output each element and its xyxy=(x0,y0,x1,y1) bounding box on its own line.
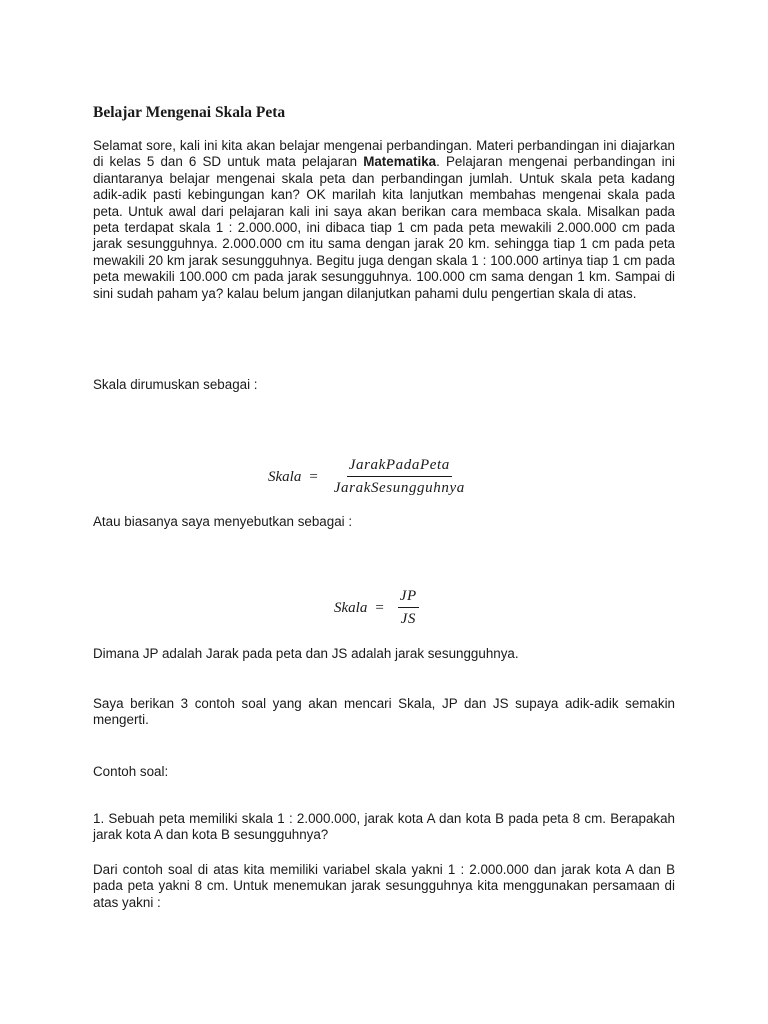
formula2-numerator: JP xyxy=(398,588,419,608)
formula2-equals: = xyxy=(375,599,384,616)
intro-text-start: Selamat sore, kali ini kita akan belajar mengenai perbandingan. Materi perbandingan ini diajarkan di kelas 5 dan 6 SD untuk mata pelajaran xyxy=(93,138,675,170)
formula-intro: Skala dirumuskan sebagai : xyxy=(93,377,258,392)
scale-formula-short xyxy=(334,588,419,628)
document-title: Belajar Mengenai Skala Peta xyxy=(93,104,286,121)
formula-fraction xyxy=(332,457,467,497)
scale-formula xyxy=(268,457,467,497)
formula2-fraction xyxy=(398,588,419,628)
formula2-intro: Atau biasanya saya menyebutkan sebagai : xyxy=(93,514,353,529)
intro-text-end: . Pelajaran mengenai perbandingan ini diantaranya belajar mengenai skala peta dan perbandingan jumlah. Untuk skala peta kadang adik-adik pasti kebingungan kan? OK marilah kita lanjutkan membahas mengenai skala pada peta. Untuk awal dari pelajaran kali ini saya akan berikan cara membaca skala. Misalkan pada peta terdapat skala 1 : 2.000.000, ini dibaca tiap 1 cm pada peta mewakili 2.000.000 cm pada jarak sesungguhnya. 2.000.000 cm itu sama dengan jarak 20 km. sehingga tiap 1 cm pada peta mewakili 20 km jarak sesungguhnya. Begitu juga dengan skala 1 : 100.000 artinya tiap 1 cm pada peta mewakili 100.000 cm pada jarak sesungguhnya. 100.000 cm sama dengan 1 km. Sampai di sini sudah paham ya? kalau belum jangan dilanjutkan pahami dulu pengertian skala di atas. xyxy=(93,154,676,301)
example-1-explanation: Dari contoh soal di atas kita memiliki variabel skala yakni 1 : 2.000.000 dan jarak kota A dan B pada peta yakni 8 cm. Untuk menemukan jarak sesungguhnya kita menggunakan persamaan di atas yakni : xyxy=(93,862,675,910)
formula-equals: = xyxy=(309,468,318,485)
formula2-denominator: JS xyxy=(400,611,416,627)
formula-denominator: JarakSesungguhnya xyxy=(333,480,465,496)
definition-paragraph: Dimana JP adalah Jarak pada peta dan JS adalah jarak sesungguhnya. xyxy=(93,646,519,661)
intro-paragraph xyxy=(93,138,675,302)
examples-intro: Saya berikan 3 contoh soal yang akan mencari Skala, JP dan JS supaya adik-adik semakin mengerti. xyxy=(93,696,675,728)
example-1-question: 1. Sebuah peta memiliki skala 1 : 2.000.000, jarak kota A dan kota B pada peta 8 cm. Berapakah jarak kota A dan kota B sesungguhnya? xyxy=(93,811,675,843)
formula2-lhs: Skala xyxy=(334,599,368,616)
intro-bold-subject: Matematika xyxy=(363,154,437,170)
examples-heading: Contoh soal: xyxy=(93,764,169,779)
formula-lhs: Skala xyxy=(268,468,302,485)
formula-numerator: JarakPadaPeta xyxy=(347,457,452,477)
